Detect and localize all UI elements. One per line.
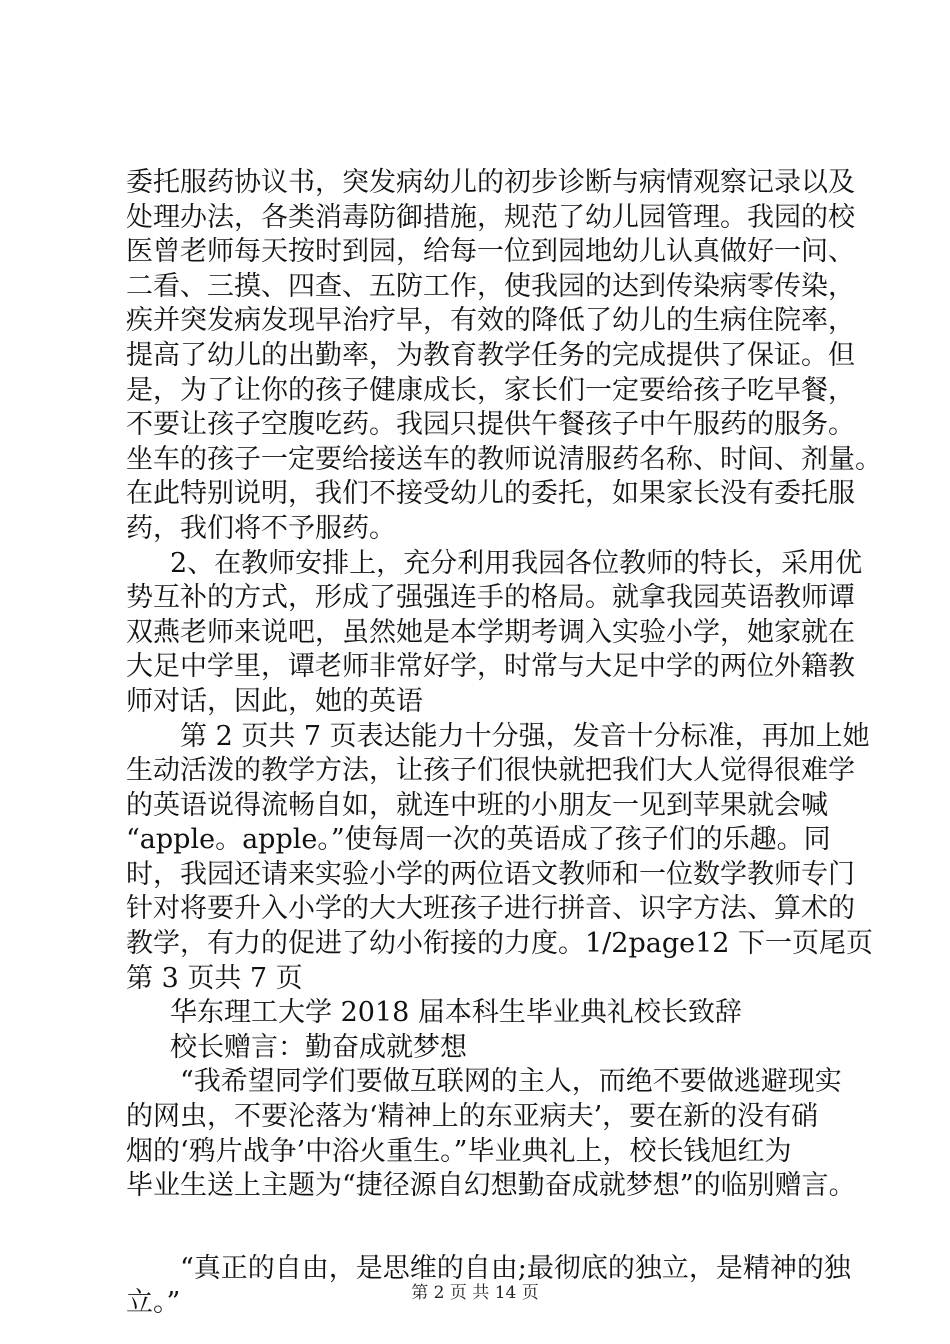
text-line: 师对话，因此，她的英语 — [126, 685, 423, 717]
text-line: 委托服药协议书，突发病幼儿的初步诊断与病情观察记录以及 — [126, 167, 855, 198]
text-line: 药，我们将不予服药。 — [126, 512, 396, 544]
paragraph-start-line: 第 2 页共 7 页表达能力十分强，发音十分标准，再加上她 — [180, 720, 870, 752]
text-line: 疾并突发病发现早治疗早，有效的降低了幼儿的生病住院率， — [126, 305, 855, 337]
text-line: 的网虫，不要沦落为‘精神上的东亚病夫’，要在新的没有硝 — [126, 1101, 819, 1133]
document-body — [126, 166, 882, 1321]
paragraph-start-line: “我希望同学们要做互联网的主人，而绝不要做逃避现实 — [180, 1066, 842, 1098]
text-line: 烟的‘鸦片战争’中浴火重生。”毕业典礼上，校长钱旭红为 — [126, 1135, 792, 1167]
text-line: 是，为了让你的孩子健康成长，家长们一定要给孩子吃早餐， — [126, 374, 855, 406]
article-subtitle: 校长赠言：勤奋成就梦想 — [170, 1031, 467, 1063]
text-line: 针对将要升入小学的大大班孩子进行拼音、识字方法、算术的 — [126, 893, 855, 925]
text-line: 提高了幼儿的出勤率，为教育教学任务的完成提供了保证。但 — [126, 339, 855, 371]
text-line: 双燕老师来说吧，虽然她是本学期考调入实验小学，她家就在 — [126, 616, 855, 648]
paragraph-start-line: 2、在教师安排上，充分利用我园各位教师的特长，采用优 — [170, 547, 863, 579]
paragraph-start-line: “真正的自由，是思维的自由;最彻底的独立，是精神的独 — [180, 1252, 851, 1284]
text-line: 的英语说得流畅自如，就连中班的小朋友一见到苹果就会喊 — [126, 789, 828, 821]
article-title: 华东理工大学 2018 届本科生毕业典礼校长致辞 — [170, 997, 742, 1029]
text-line: 在此特别说明，我们不接受幼儿的委托，如果家长没有委托服 — [126, 478, 855, 510]
text-line: 时，我园还请来实验小学的两位语文教师和一位数学教师专门 — [126, 858, 855, 890]
text-line: 大足中学里，谭老师非常好学，时常与大足中学的两位外籍教 — [126, 651, 855, 683]
text-line: 第 3 页共 7 页 — [126, 962, 303, 994]
text-line: 处理办法，各类消毒防御措施，规范了幼儿园管理。我园的校 — [126, 201, 855, 233]
text-line: 坐车的孩子一定要给接送车的教师说清服药名称、时间、剂量。 — [126, 443, 882, 475]
text-line: 二看、三摸、四查、五防工作，使我园的达到传染病零传染， — [126, 270, 855, 302]
text-line: 势互补的方式，形成了强强连手的格局。就拿我园英语教师谭 — [126, 582, 855, 614]
page-footer: 第 2 页 共 14 页 — [411, 1283, 539, 1303]
text-line: 不要让孩子空腹吃药。我园只提供午餐孩子中午服药的服务。 — [126, 409, 855, 441]
text-line: 生动活泼的教学方法，让孩子们很快就把我们大人觉得很难学 — [126, 755, 855, 787]
text-line: “apple。apple。”使每周一次的英语成了孩子们的乐趣。同 — [126, 824, 831, 856]
text-line: 毕业生送上主题为“捷径源自幻想勤奋成就梦想”的临别赠言。 — [126, 1170, 856, 1202]
text-line: 立。” — [126, 1287, 181, 1319]
blank-line — [126, 1204, 846, 1252]
text-line: 医曾老师每天按时到园，给每一位到园地幼儿认真做好一问、 — [126, 236, 855, 268]
text-line: 教学，有力的促进了幼小衔接的力度。1/2page12 下一页尾页 — [126, 928, 874, 960]
